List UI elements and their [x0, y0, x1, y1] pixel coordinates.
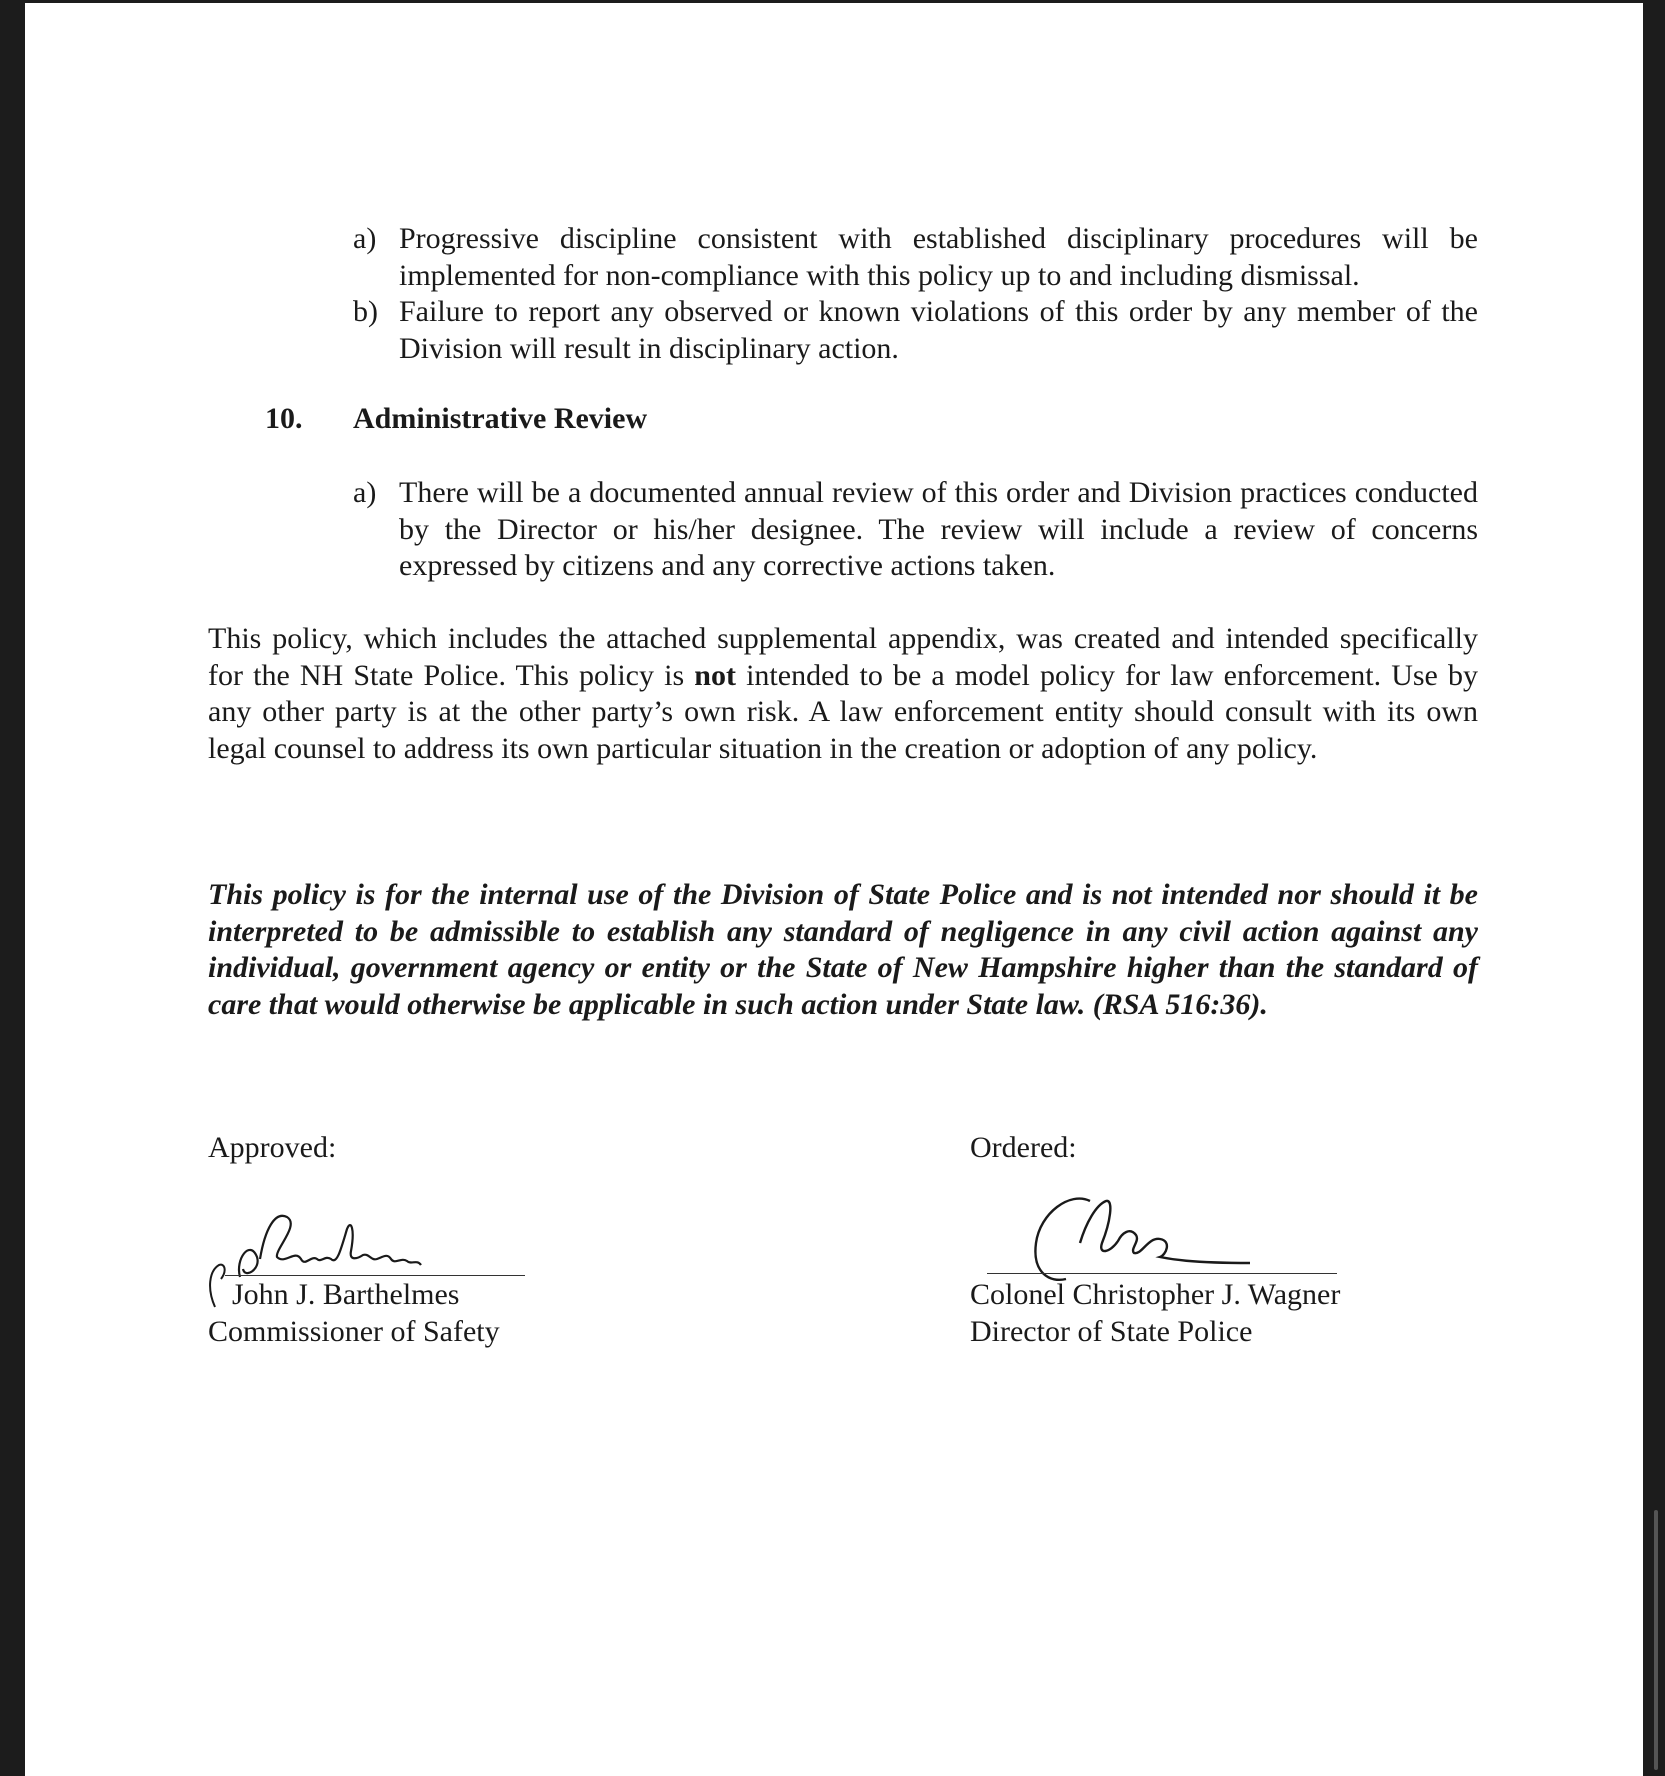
item-label: b) [353, 295, 378, 328]
list-item [353, 475, 1478, 585]
item-text: Failure to report any observed or known violations of this order by any member of the Division will result in disciplinary action. [399, 295, 1478, 365]
approved-name: John J. Barthelmes [232, 1278, 460, 1311]
ordered-label: Ordered: [970, 1131, 1077, 1164]
section-number: 10. [265, 402, 303, 435]
signature-line [225, 1275, 525, 1276]
disclaimer-paragraph: This policy is for the internal use of the Division of State Police and is not intended nor should it be interpreted to be admissible to establish any standard of negligence in any civil action against any individual, government agency or entity or the State of New Hampshire higher than the standard of care that would otherwise be applicable in such action under State law. (RSA 516:36). [208, 878, 1478, 1021]
scrollbar[interactable] [1654, 1510, 1658, 1770]
policy-note-emphasis: not [694, 658, 736, 692]
policy-note-paragraph [208, 621, 1478, 767]
document-page [25, 3, 1643, 1776]
item-text: There will be a documented annual review of this order and Division practices conducted by the Director or his/her designee. The review will include a review of concerns expressed by citizens and any corrective actions taken. [399, 476, 1478, 582]
item-label: a) [353, 476, 377, 509]
approved-label: Approved: [208, 1131, 337, 1164]
ordered-signature [1010, 1183, 1310, 1293]
section-title: Administrative Review [353, 402, 648, 435]
list-item [353, 294, 1478, 367]
approved-title: Commissioner of Safety [208, 1315, 500, 1348]
ordered-title: Director of State Police [970, 1315, 1253, 1348]
list-item [353, 221, 1478, 294]
item-label: a) [353, 222, 377, 255]
signature-line [987, 1273, 1337, 1274]
policy-note-text: This policy, which includes the attached supplemental appendix, was created and intended specifically for the NH State Police. This policy is [208, 622, 1478, 692]
item-text: Progressive discipline consistent with established disciplinary procedures will be implemented for non-compliance with this policy up to and including dismissal. [399, 222, 1478, 292]
policy-note-text-continued: intended to be a model policy for law enforcement. Use by any other party is at the other party’s own risk. A law enforcement entity should consult with its own legal counsel to address its own particular situation in the creation or adoption of any policy. [208, 658, 1478, 765]
ordered-name: Colonel Christopher J. Wagner [970, 1278, 1341, 1311]
